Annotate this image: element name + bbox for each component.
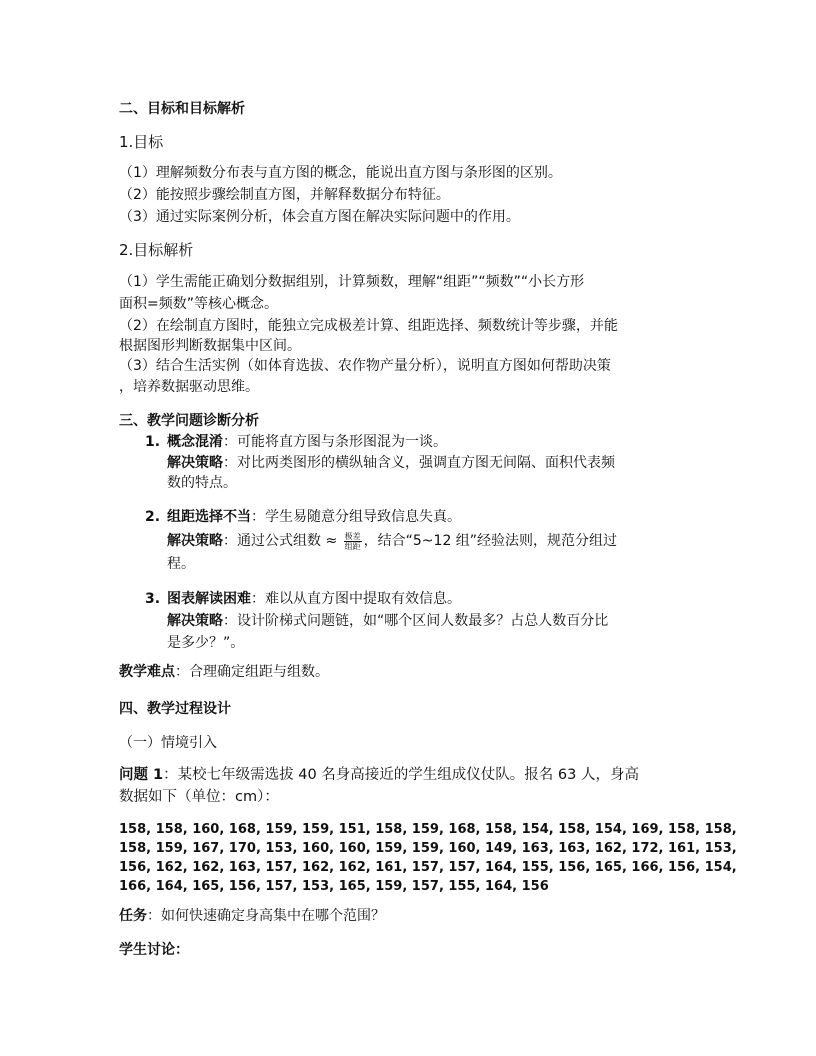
question-label: 问题 1 bbox=[119, 767, 164, 783]
section-heading-process: 四、教学过程设计 bbox=[119, 701, 231, 717]
analysis-line: （2）在绘制直方图时，能独立完成极差计算、组距选择、频数统计等步骤，并能 bbox=[119, 318, 618, 334]
item-title: 概念混淆 bbox=[167, 434, 223, 450]
analysis-line: （3）结合生活实例（如体育选拔、农作物产量分析），说明直方图如何帮助决策 bbox=[119, 358, 611, 374]
data-line: 156, 162, 162, 163, 157, 162, 162, 161, 157, 157, 164, 155, 156, 165, 166, 156, 154, bbox=[119, 860, 737, 875]
strategy-label: 解决策略 bbox=[167, 455, 223, 471]
task-text: ：如何快速确定身高集中在哪个范围？ bbox=[147, 908, 385, 924]
section-heading-diagnosis: 三、教学问题诊断分析 bbox=[119, 413, 259, 429]
strategy-text: ：对比两类图形的横纵轴含义，强调直方图无间隔、面积代表频 bbox=[223, 455, 615, 471]
analysis-line: 面积=频数”等核心概念。 bbox=[119, 296, 278, 312]
strategy-text: 数的特点。 bbox=[167, 475, 237, 491]
goal-item: （2）能按照步骤绘制直方图，并解释数据分布特征。 bbox=[119, 187, 450, 203]
section-heading-goals: 二、目标和目标解析 bbox=[119, 101, 245, 117]
question-line bbox=[119, 765, 639, 785]
analysis-line: （1）学生需能正确划分数据组别，计算频数，理解“组距”“频数”“小长方形 bbox=[119, 274, 585, 290]
item-number: 3. bbox=[145, 591, 161, 607]
strategy-text: ：设计阶梯式问题链，如“哪个区间人数最多？占总人数百分比 bbox=[223, 613, 609, 629]
task-line bbox=[119, 906, 385, 926]
item-title: 图表解读困难 bbox=[167, 591, 251, 607]
item-desc: ：可能将直方图与条形图混为一谈。 bbox=[223, 434, 447, 450]
strategy-label: 解决策略 bbox=[167, 613, 223, 629]
fraction-denominator: 组距 bbox=[344, 541, 361, 551]
data-line: 166, 164, 165, 156, 157, 153, 165, 159, 157, 155, 164, 156 bbox=[119, 879, 549, 894]
subsection-title: （一）情境引入 bbox=[119, 735, 217, 751]
difficulty-text: ：合理确定组距与组数。 bbox=[175, 664, 329, 680]
strategy-text: 是多少？”。 bbox=[167, 635, 245, 651]
analysis-label: 2.目标解析 bbox=[119, 241, 194, 259]
analysis-line: 根据图形判断数据集中区间。 bbox=[119, 338, 301, 354]
item-number: 2. bbox=[145, 509, 161, 525]
data-line: 158, 159, 167, 170, 153, 160, 160, 159, 159, 160, 149, 163, 163, 162, 172, 161, 153, bbox=[119, 841, 737, 856]
strategy-label: 解决策略 bbox=[167, 533, 223, 549]
discussion-colon: ： bbox=[175, 942, 189, 958]
difficulty-label: 教学难点 bbox=[119, 664, 175, 680]
question-text: 数据如下（单位：cm）： bbox=[119, 789, 279, 805]
question-text: ：某校七年级需选拔 40 名身高接近的学生组成仪仗队。报名 63 人，身高 bbox=[163, 767, 639, 783]
item-desc: ：难以从直方图中提取有效信息。 bbox=[251, 591, 461, 607]
discussion-line bbox=[119, 940, 189, 960]
item-desc: ：学生易随意分组导致信息失真。 bbox=[251, 509, 461, 525]
item-title: 组距选择不当 bbox=[167, 509, 251, 525]
fraction-numerator: 极差 bbox=[344, 531, 361, 541]
strategy-text: ：通过公式组数 ≈ bbox=[223, 533, 342, 549]
formula-fraction bbox=[344, 532, 362, 551]
data-line: 158, 158, 160, 168, 159, 159, 151, 158, 159, 168, 158, 154, 158, 154, 169, 158, 158, bbox=[119, 822, 737, 837]
strategy-text: ，结合“5~12 组”经验法则，规范分组过 bbox=[363, 533, 618, 549]
goal-item: （3）通过实际案例分析，体会直方图在解决实际问题中的作用。 bbox=[119, 209, 520, 225]
discussion-label: 学生讨论 bbox=[119, 942, 175, 958]
goal-item: （1）理解频数分布表与直方图的概念，能说出直方图与条形图的区别。 bbox=[119, 165, 562, 181]
task-label: 任务 bbox=[119, 908, 147, 924]
teaching-difficulty bbox=[119, 662, 329, 682]
strategy-text: 程。 bbox=[167, 556, 195, 572]
item-number: 1. bbox=[145, 434, 161, 450]
goal-label: 1.目标 bbox=[119, 133, 164, 151]
analysis-line: ，培养数据驱动思维。 bbox=[119, 379, 259, 395]
